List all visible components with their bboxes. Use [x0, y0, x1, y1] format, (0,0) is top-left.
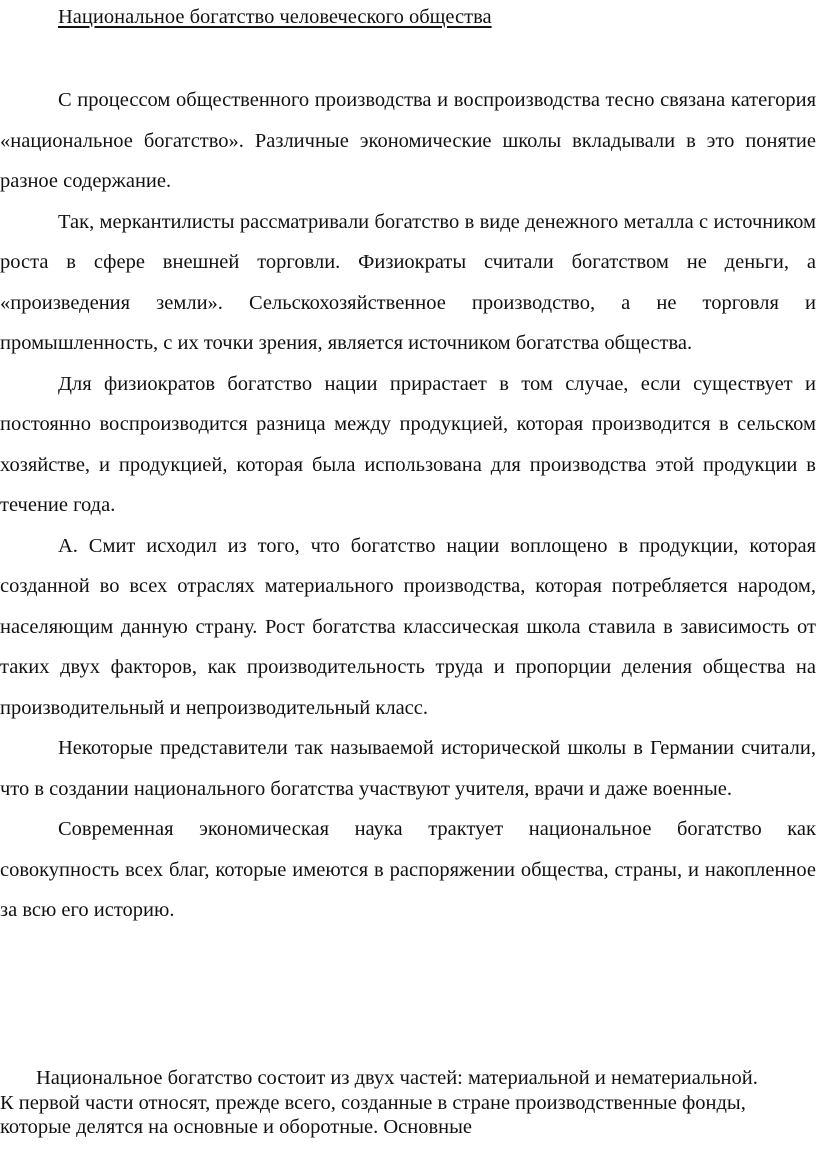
- document-title: Национальное богатство человеческого общества: [58, 6, 492, 28]
- paragraph-modern-science: Современная экономическая наука трактует национальное богатство как совокупность всех благ, которые имеются в распоряжении общества, страны, и накопленное за всю его историю.: [0, 818, 816, 921]
- document-tail: [0, 1066, 770, 1140]
- paragraph-mercantilists: Так, меркантилисты рассматривали богатство в виде денежного металла с источником роста в сфере внешней торговли. Физиократы считали богатством не деньги, а «произведения земли». Сельскохозяйственное производство, а не торговля и промышленность, с их точки зрения, является источником богатства общества.: [0, 210, 816, 354]
- paragraph-intro: С процессом общественного производства и воспроизводства тесно связана категория «национальное богатство». Различные экономические школы вкладывали в это понятие разное содержание.: [0, 89, 816, 192]
- paragraph-historical-school: Некоторые представители так называемой исторической школы в Германии считали, что в создании национального богатства участвуют учителя, врачи и даже военные.: [0, 737, 816, 800]
- document-body: [0, 80, 816, 931]
- paragraph-smith: А. Смит исходил из того, что богатство нации воплощено в продукции, которая созданной во всех отраслях материального производства, которая потребляется народом, населяющим данную страну. Рост богатства классическая школа ставила в зависимость от таких двух факторов, как производительность труда и пропорции деления общества на производительный и непроизводительный класс.: [0, 534, 816, 719]
- paragraph-composition: Национальное богатство состоит из двух частей: материальной и нематериальной. К первой части относят, прежде всего, созданные в стране производственные фонды, которые делятся на основные и оборотные. Основные: [0, 1067, 758, 1138]
- paragraph-physiocrats: Для физиократов богатство нации прирастает в том случае, если существует и постоянно воспроизводится разница между продукцией, которая производится в сельском хозяйстве, и продукцией, которая была использована для производства этой продукции в течение года.: [0, 372, 816, 516]
